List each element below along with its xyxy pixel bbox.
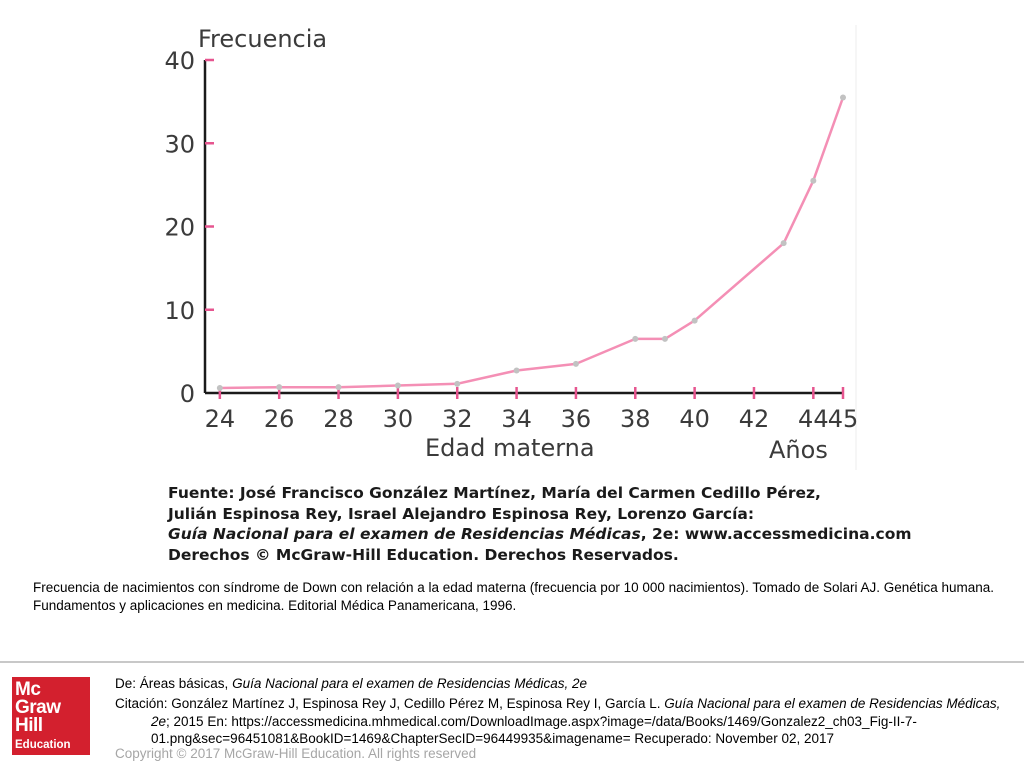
citation-book-title: Guía Nacional para el examen de Residencias Médicas, 2e [151,696,1001,729]
x-tick-label: 40 [679,405,710,433]
source-line-4: Derechos © McGraw-Hill Education. Derechos Reservados. [168,545,679,564]
citation [115,695,1020,748]
x-tick-label: 45 [827,405,859,433]
source-website: , 2e: www.accessmedicina.com [640,525,912,543]
data-point [662,336,668,342]
x-tick-label: 24 [204,405,236,433]
data-point [395,383,401,389]
data-point [276,384,282,390]
data-point [336,384,342,390]
logo-line-hill: Hill [15,715,43,736]
citation-prefix: Citación: González Martínez J, Espinosa Rey J, Cedillo Pérez M, Espinosa Rey I, García L. [115,696,665,711]
data-point [632,336,638,342]
series-line [220,98,843,389]
y-axis-title: Frecuencia [198,25,328,53]
data-point [514,368,520,374]
footer-divider [0,661,1024,663]
data-point [810,178,816,184]
from-line [115,675,587,693]
down-syndrome-frequency-chart [160,20,860,470]
x-tick-label: 26 [263,405,295,433]
y-tick-label: 10 [164,296,195,325]
source-line-1: Fuente: José Francisco González Martínez, María del Carmen Cedillo Pérez, [168,484,821,502]
x-axis-unit-label: Años [769,436,828,464]
x-tick-label: 32 [441,405,473,433]
data-point [217,385,223,391]
data-point [840,94,846,100]
source-book-title: Guía Nacional para el examen de Residencias Médicas [168,525,641,543]
y-tick-label: 30 [164,130,195,159]
logo-line-education: Education [15,739,71,751]
from-book-title: Guía Nacional para el examen de Residencias Médicas, 2e [232,676,588,691]
data-point [781,240,787,246]
x-tick-label: 38 [620,405,651,433]
x-tick-label: 34 [501,405,532,433]
data-point [573,361,579,367]
x-axis-title: Edad materna [425,434,595,462]
y-tick-label: 0 [179,380,195,408]
y-tick-label: 40 [164,47,195,75]
figure-source-credit [168,483,912,565]
logo-line-graw: Graw [15,697,61,718]
figure-caption: Frecuencia de nacimientos con síndrome de Down con relación a la edad materna (frecuencia por 10 000 nacimientos). Tomado de Solari AJ. Genética humana. Fundamentos y aplicaciones en medicina. Editorial Médica Panamericana, 1996. [33,580,995,613]
x-tick-label: 28 [323,405,354,433]
source-line-2: Julián Espinosa Rey, Israel Alejandro Espinosa Rey, Lorenzo García: [168,504,755,523]
x-tick-label: 44 [798,405,829,433]
x-tick-label: 36 [560,405,592,433]
citation-details: ; 2015 En: https://accessmedicina.mhmedical.com/DownloadImage.aspx?image=/data/Books/1469/Gonzalez2_ch03_Fig-II-7-01.png&sec=96451081&BookID=1469&ChapterSecID=96449935&imagename= Recuperado: November 02, 2017 [151,713,917,746]
x-tick-label: 30 [382,405,414,433]
x-tick-label: 42 [738,405,770,433]
logo-line-mc: Mc [15,679,41,700]
from-prefix: De: Áreas básicas, [115,676,233,691]
data-point [692,318,698,324]
y-tick-label: 20 [164,213,195,242]
copyright-notice: Copyright © 2017 McGraw-Hill Education. All rights reserved [115,746,477,761]
source-line-3 [168,524,912,545]
data-point [454,381,460,387]
mcgraw-hill-education-logo [12,677,90,755]
